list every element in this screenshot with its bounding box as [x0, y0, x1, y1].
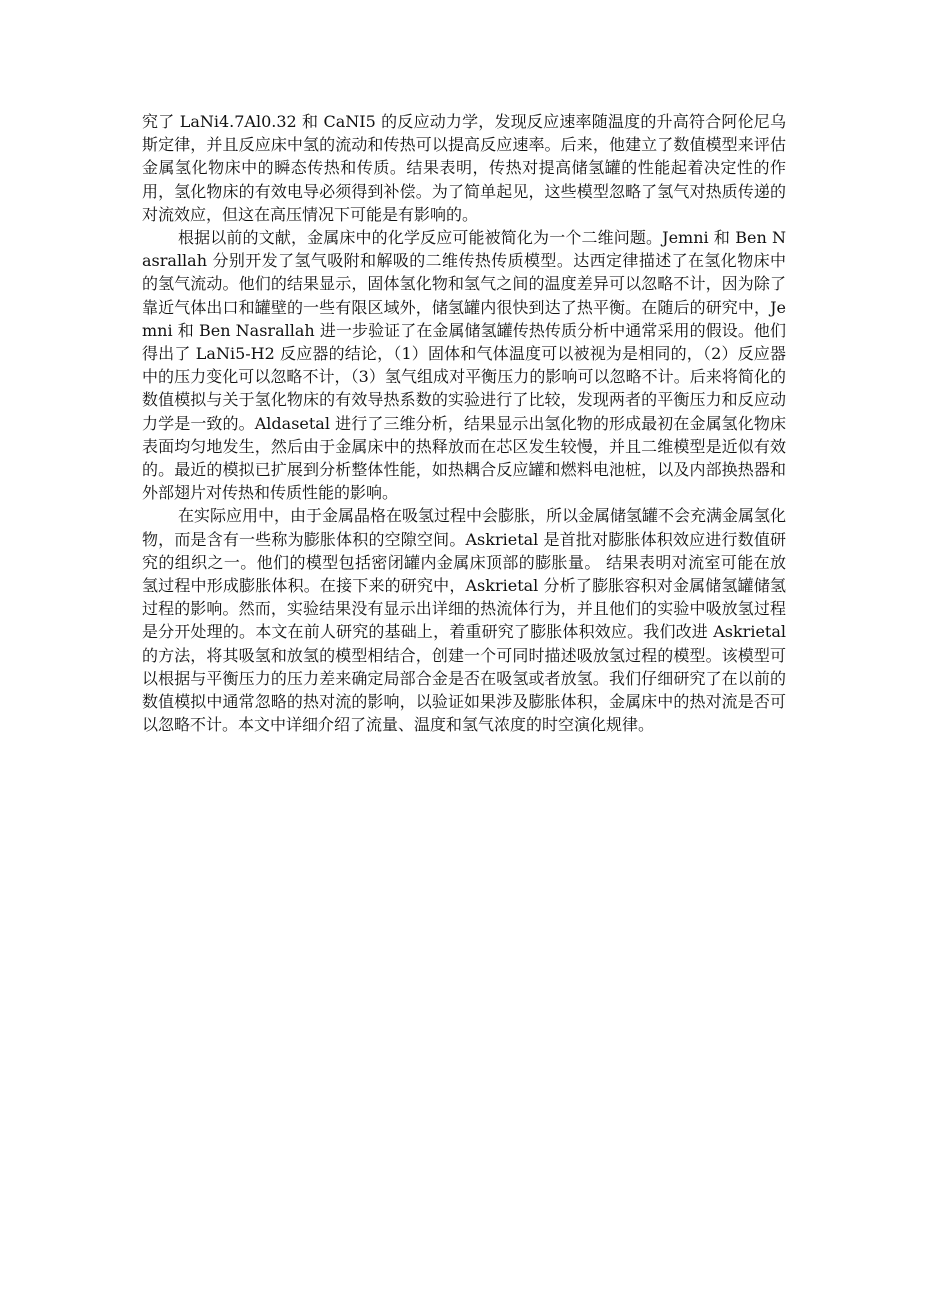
paragraph-expansion-volume: 在实际应用中，由于金属晶格在吸氢过程中会膨胀，所以金属储氢罐不会充满金属氢化物，而是含有一些称为膨胀体积的空隙空间。Askrietal 是首批对膨胀体积效应进行数值研究的组织之一。他们的模型包括密闭罐内金属床顶部的膨胀量。 结果表明对流室可能在放氢过程中形成膨胀体积。在接下来的研究中，Askrietal 分析了膨胀容积对金属储氢罐储氢过程的影响。然而，实验结果没有显示出详细的热流体行为，并且他们的实验中吸放氢过程是分开处理的。本文在前人研究的基础上，着重研究了膨胀体积效应。我们改进 Askrietal 的方法，将其吸氢和放氢的模型相结合，创建一个可同时描述吸放氢过程的模型。该模型可以根据与平衡压力的压力差来确定局部合金是否在吸氢或者放氢。我们仔细研究了在以前的数值模拟中通常忽略的热对流的影响，以验证如果涉及膨胀体积，金属床中的热对流是否可以忽略不计。本文中详细介绍了流量、温度和氢气浓度的时空演化规律。	[142, 506, 787, 735]
body-text	[142, 110, 786, 736]
paragraph-literature-review: 根据以前的文献，金属床中的化学反应可能被简化为一个二维问题。Jemni 和 Ben Nasrallah 分别开发了氢气吸附和解吸的二维传热传质模型。达西定律描述了在氢化物床中的氢气流动。他们的结果显示，固体氢化物和氢气之间的温度差异可以忽略不计，因为除了靠近气体出口和罐壁的一些有限区域外，储氢罐内很快到达了热平衡。在随后的研究中，Jemni 和 Ben Nasrallah 进一步验证了在金属储氢罐传热传质分析中通常采用的假设。他们得出了 LaNi5-H2 反应器的结论，（1）固体和气体温度可以被视为是相同的，（2）反应器中的压力变化可以忽略不计，（3）氢气组成对平衡压力的影响可以忽略不计。后来将简化的数值模拟与关于氢化物床的有效导热系数的实验进行了比较，发现两者的平衡压力和反应动力学是一致的。Aldasetal 进行了三维分析，结果显示出氢化物的形成最初在金属氢化物床表面均匀地发生，然后由于金属床中的热释放而在芯区发生较慢，并且二维模型是近似有效的。最近的模拟已扩展到分析整体性能，如热耦合反应罐和燃料电池桩，以及内部换热器和外部翅片对传热和传质性能的影响。	[142, 228, 786, 503]
paragraph-continuation: 究了 LaNi4.7Al0.32 和 CaNI5 的反应动力学，发现反应速率随温度的升高符合阿伦尼乌斯定律，并且反应床中氢的流动和传热可以提高反应速率。后来，他建立了数值模型来评估金属氢化物床中的瞬态传热和传质。结果表明，传热对提高储氢罐的性能起着决定性的作用，氢化物床的有效电导必须得到补偿。为了简单起见，这些模型忽略了氢气对热质传递的对流效应，但这在高压情况下可能是有影响的。	[142, 112, 786, 224]
